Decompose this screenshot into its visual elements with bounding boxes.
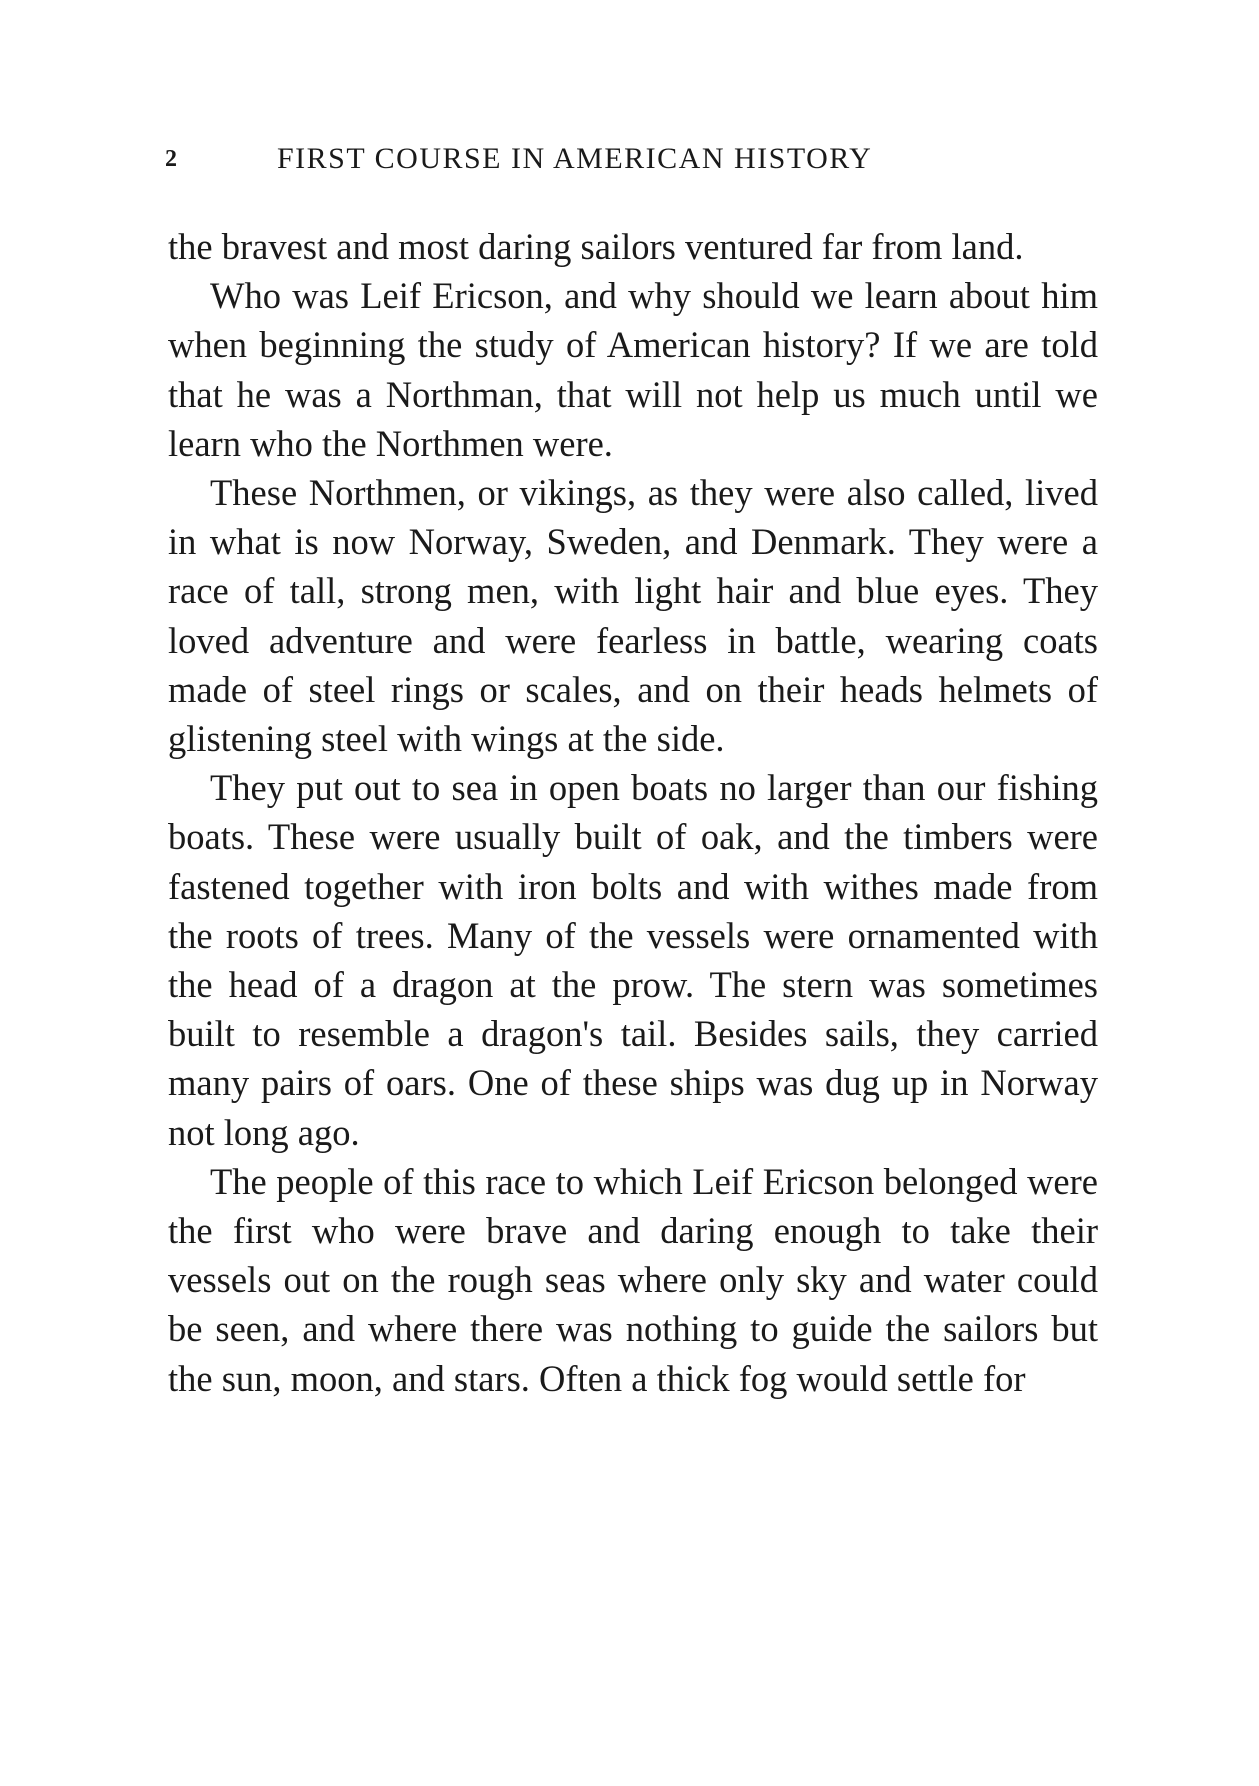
paragraph-leif-ericson-question: Who was Leif Ericson, and why should we learn about him when beginning the study of American history? If we are told that he was a Northman, that will not help us much until we learn who the Northmen were. <box>168 275 1098 464</box>
running-head <box>165 142 1095 182</box>
paragraph-viking-boats: They put out to sea in open boats no larger than our fishing boats. These were usually built of oak, and the timbers were fastened together with iron bolts and with withes made from the roots of trees. Many of the vessels were ornamented with the head of a dragon at the prow. The stern was sometimes built to resemble a dragon's tail. Besides sails, they carried many pairs of oars. One of these ships was dug up in Norway not long ago. <box>168 767 1098 1153</box>
paragraph-northmen-description: These Northmen, or vikings, as they were also called, lived in what is now Norway, Sweden, and Denmark. They were a race of tall, strong men, with light hair and blue eyes. They loved adventure and were fearless in battle, wearing coats made of steel rings or scales, and on their heads helmets of glistening steel with wings at the side. <box>168 472 1098 760</box>
page-number: 2 <box>165 146 179 172</box>
body-text <box>168 222 1098 1403</box>
paragraph-first-sailors: The people of this race to which Leif Ericson belonged were the first who were brave and daring enough to take their vessels out on the rough seas where only sky and water could be seen, and where there was nothing to guide the sailors but the sun, moon, and stars. Often a thick fog would settle for <box>168 1160 1098 1399</box>
running-title: FIRST COURSE IN AMERICAN HISTORY <box>277 142 873 175</box>
paragraph-continued: the bravest and most daring sailors ventured far from land. <box>168 226 1024 267</box>
